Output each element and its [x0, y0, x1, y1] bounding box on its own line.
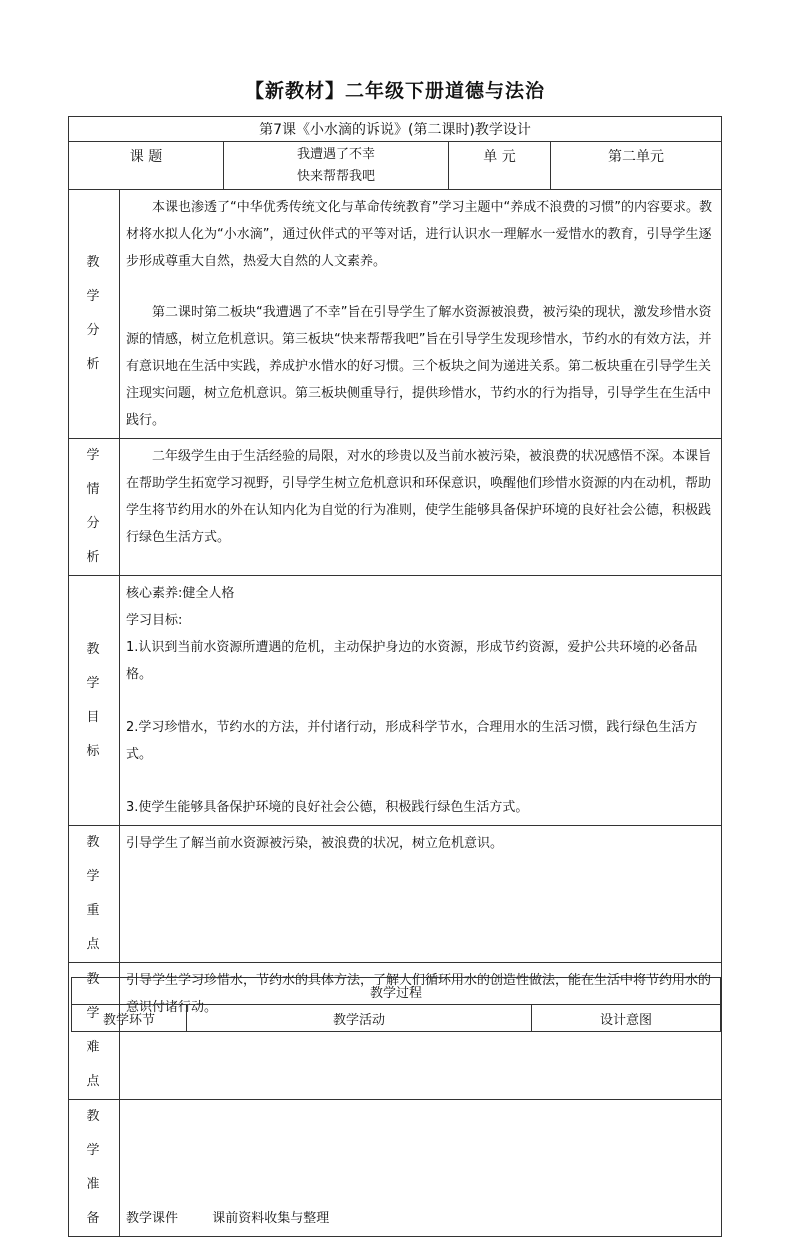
- preparation-item-1: 教学课件: [126, 1211, 179, 1226]
- learner-content: [120, 439, 722, 576]
- key-points-text: 引导学生了解当前水资源被污染，被浪费的状况，树立危机意识。: [126, 836, 504, 851]
- process-table: [71, 977, 721, 1032]
- analysis-paragraph-2: 第二课时第二板块“我遭遇了不幸”旨在引导学生了解水资源被浪费，被污染的现状，激发珍惜水资源的情感，树立危机意识。第三板块“快来帮帮我吧”旨在引导学生发现珍惜水，节约水的有效方法，并有意识地在生活中实践，养成护水惜水的好习惯。三个板块之间为递进关系。第二板块重在引导学生关注现实问题，树立危机意识。第三板块侧重导行，提供珍惜水，节约水的行为指导，引导学生在生活中践行。: [126, 305, 712, 428]
- lesson-title: 第7课《小水滴的诉说》(第二课时)教学设计: [69, 117, 722, 142]
- learner-label: [69, 439, 120, 576]
- process-title-row: [72, 978, 721, 1005]
- analysis-label-line-2: 分析: [86, 323, 112, 372]
- process-col-intent: 设计意图: [532, 1005, 721, 1032]
- goals-label-line-1: 教学: [86, 641, 112, 691]
- goals-label-line-2: 目标: [86, 709, 112, 759]
- lesson-plan-table: [68, 116, 722, 1237]
- process-header-row: [72, 1005, 721, 1032]
- goals-row: [69, 576, 722, 826]
- learner-label-line-2: 分析: [86, 516, 112, 565]
- difficulties-label-line-1: 教学: [86, 972, 112, 1021]
- topic-line-2: 快来帮帮我吧: [296, 169, 375, 184]
- topic-line-1: 我遭遇了不幸: [296, 147, 375, 162]
- process-col-activity: 教学活动: [187, 1005, 532, 1032]
- difficulties-text: 引导学生学习珍惜水，节约水的具体方法，了解人们循环用水的创造性做法，能在生活中将节约用水的意识付诸行动。: [126, 973, 712, 1015]
- preparation-row: [69, 1100, 722, 1237]
- objective-2: 2.学习珍惜水，节约水的方法，并付诸行动，形成科学节水，合理用水的生活习惯，践行绿色生活方式。: [126, 720, 698, 762]
- topic-row: [69, 142, 722, 190]
- preparation-label-line-1: 教学: [86, 1109, 112, 1158]
- learner-paragraph: 二年级学生由于生活经验的局限，对水的珍贵以及当前水被污染，被浪费的状况感悟不深。本课旨在帮助学生拓宽学习视野，引导学生树立危机意识和环保意识，唤醒他们珍惜水资源的内在动机，帮助学生将节约用水的外在认知内化为自觉的行为准则，使学生能够具备保护环境的良好社会公德，积极践行绿色生活方式。: [126, 449, 712, 545]
- goals-label: [69, 576, 120, 826]
- preparation-content: [120, 1100, 722, 1237]
- objectives-title: 学习目标:: [126, 613, 183, 628]
- difficulties-label-line-2: 难点: [86, 1040, 112, 1089]
- key-points-label-line-2: 重点: [86, 903, 112, 952]
- key-points-label: [69, 826, 120, 963]
- learner-label-line-1: 学情: [86, 448, 112, 497]
- topic-value: [224, 142, 449, 190]
- topic-label: 课 题: [69, 142, 224, 190]
- goals-content: [120, 576, 722, 826]
- analysis-label: [69, 190, 120, 439]
- unit-value: 第二单元: [551, 142, 722, 190]
- key-points-label-line-1: 教学: [86, 835, 112, 884]
- objective-3: 3.使学生能够具备保护环境的良好社会公德，积极践行绿色生活方式。: [126, 800, 529, 815]
- preparation-label-line-2: 准备: [86, 1177, 112, 1226]
- analysis-paragraph-1: 本课也渗透了“中华优秀传统文化与革命传统教育”学习主题中“养成不浪费的习惯”的内容要求。教材将水拟人化为“小水滴”，通过伙伴式的平等对话，进行认识水一理解水一爱惜水的教育，引导学生逐步形成尊重大自然，热爱大自然的人文素养。: [126, 200, 712, 269]
- key-points-content: [120, 826, 722, 963]
- analysis-row: [69, 190, 722, 439]
- objective-1: 1.认识到当前水资源所遭遇的危机，主动保护身边的水资源，形成节约资源，爱护公共环境的必备品格。: [126, 640, 698, 682]
- lesson-title-row: [69, 117, 722, 142]
- process-col-stage: 教学环节: [72, 1005, 187, 1032]
- analysis-label-line-1: 教学: [86, 255, 112, 304]
- analysis-content: [120, 190, 722, 439]
- preparation-label: [69, 1100, 120, 1237]
- key-points-row: [69, 826, 722, 963]
- core-literacy: 核心素养:健全人格: [126, 586, 235, 601]
- preparation-item-2: 课前资料收集与整理: [212, 1211, 330, 1226]
- learner-row: [69, 439, 722, 576]
- unit-label: 单 元: [449, 142, 551, 190]
- process-title: 教学过程: [72, 978, 721, 1005]
- page-title: 【新教材】二年级下册道德与法治: [244, 80, 545, 102]
